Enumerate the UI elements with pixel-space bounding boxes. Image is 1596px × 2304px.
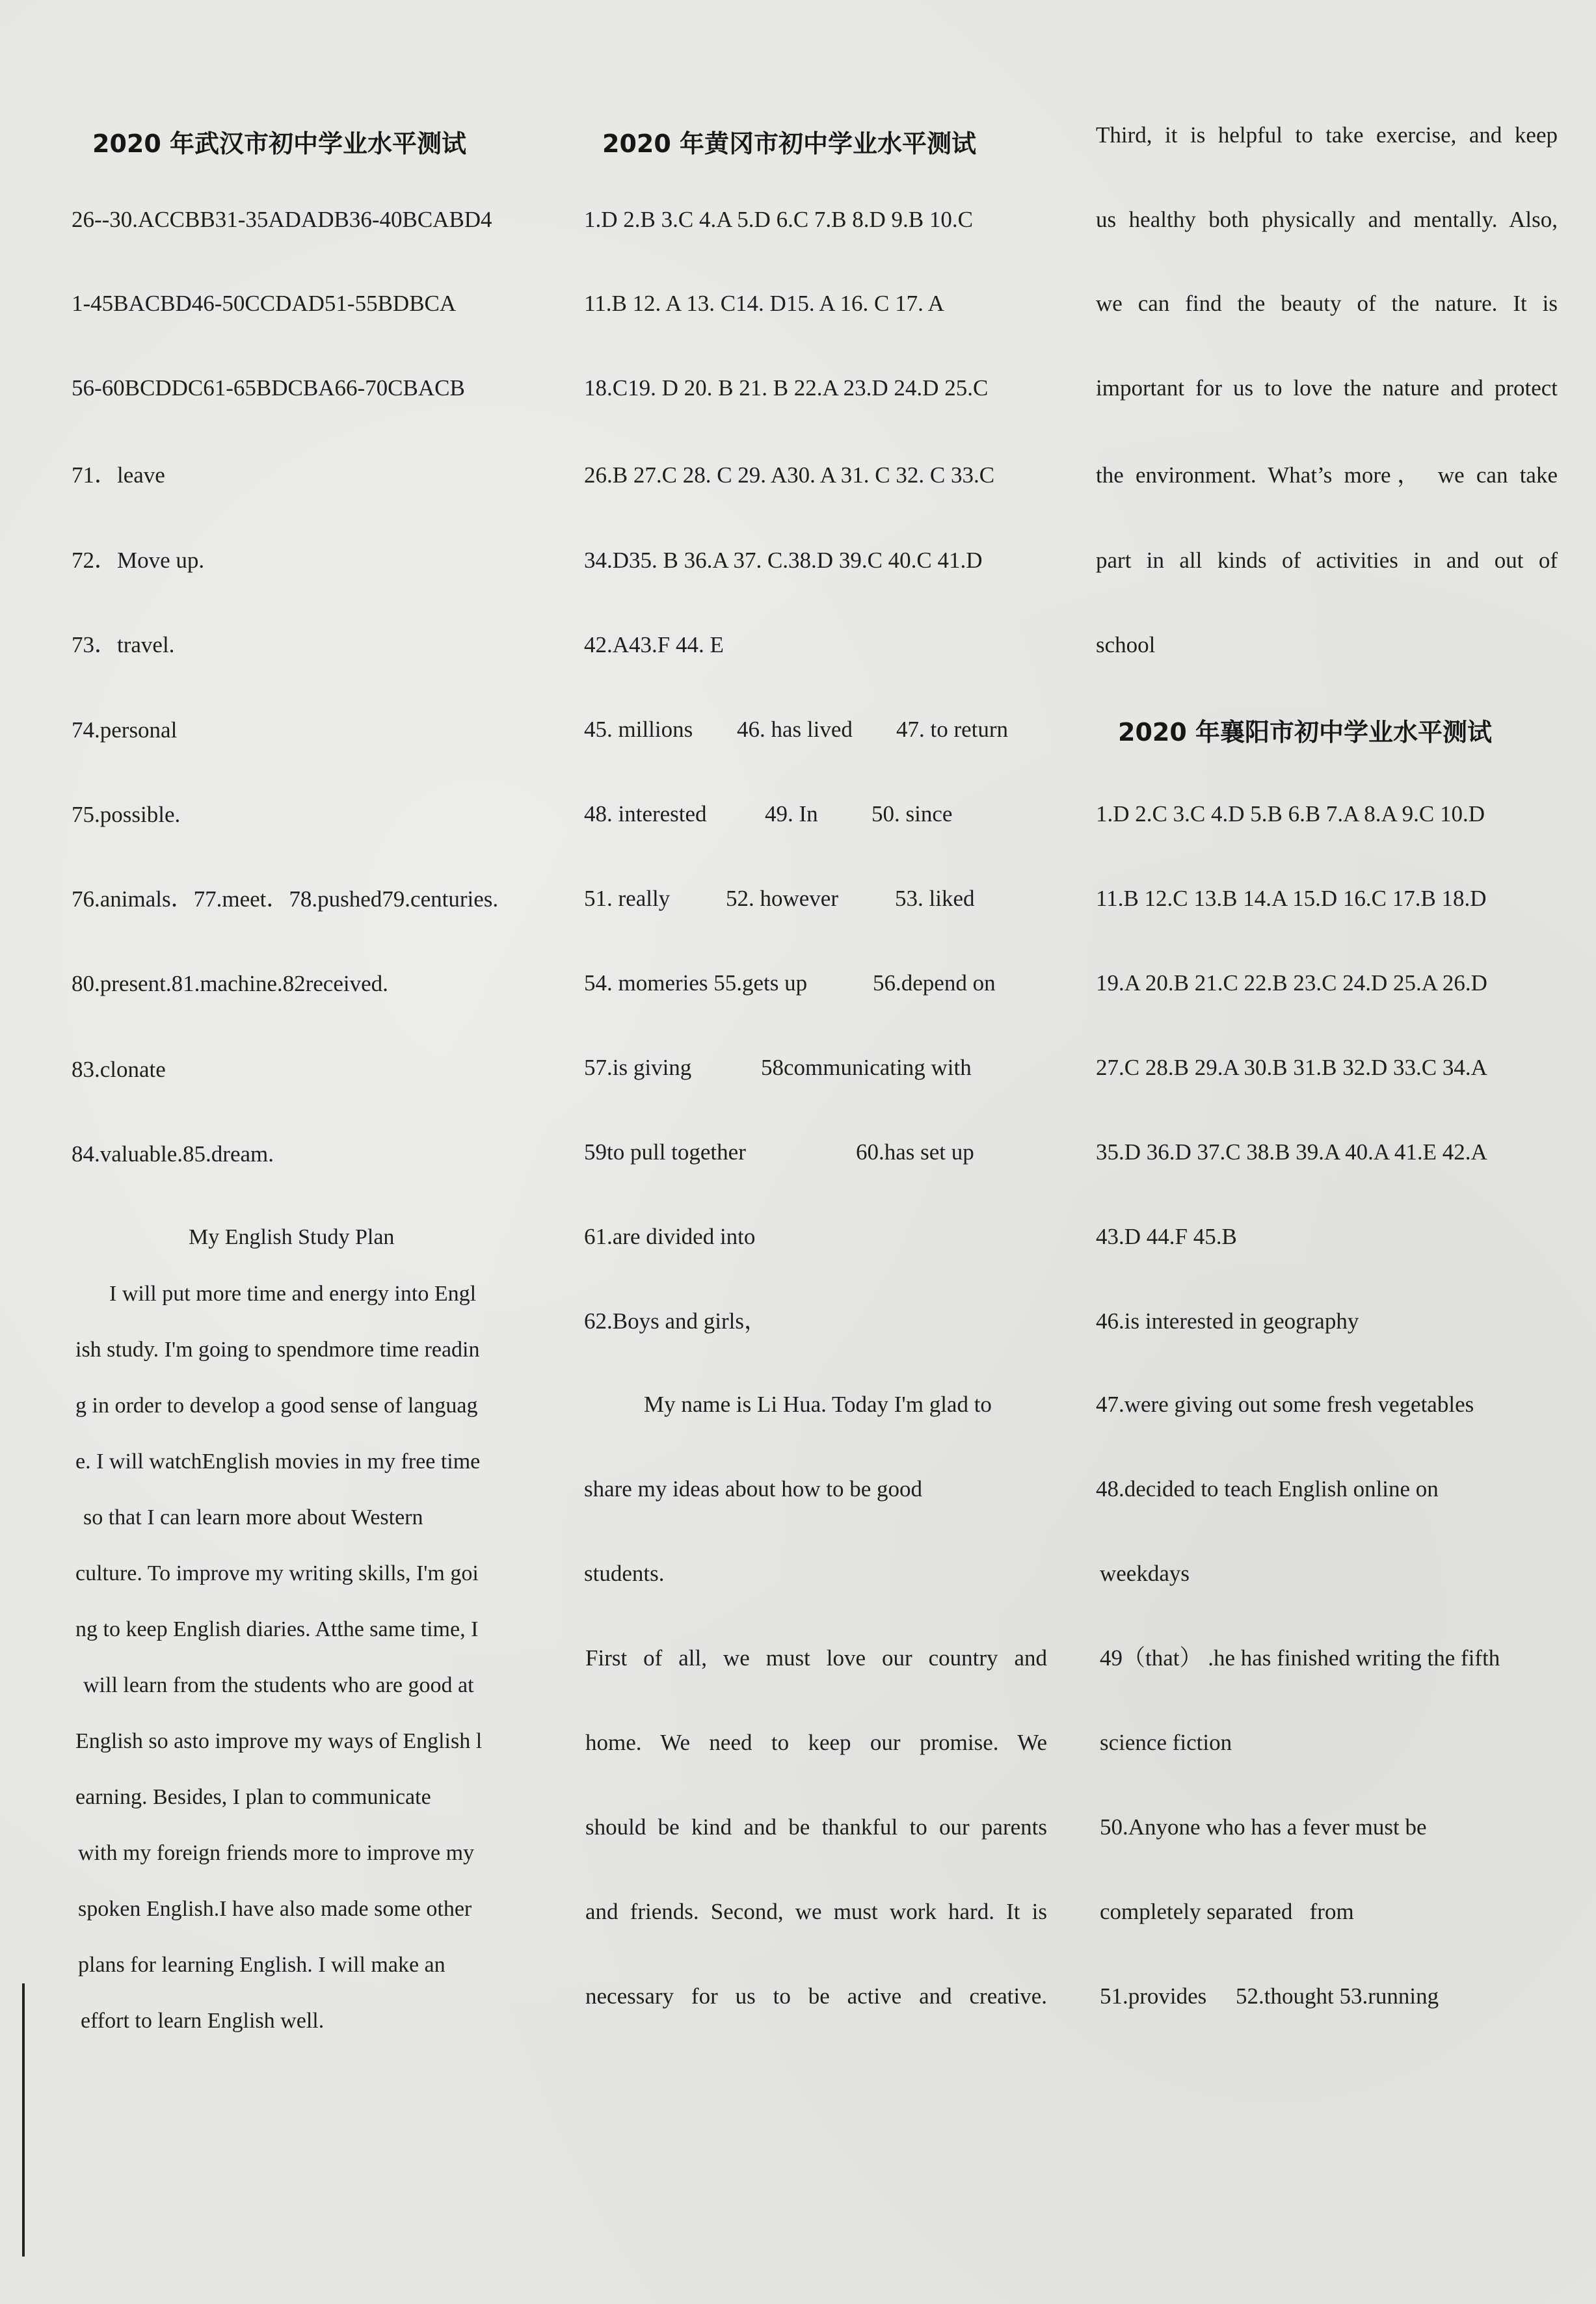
answer-line: 72．Move up. [72,548,205,573]
essay-line: spoken English.I have also made some other [78,1897,472,1921]
fill-answer: 62.Boys and girls， [584,1308,767,1334]
essay-line-text: First of all, we must love our country and [585,1645,1047,1671]
fill-answer: 50. since [871,801,953,827]
essay-title: My English Study Plan [189,1225,395,1249]
essay-line: ish study. I'm going to spendmore time readin [75,1338,480,1362]
sentence-answer: 46.is interested in geography [1096,1308,1359,1334]
essay-continued-line [1096,375,1558,401]
essay-line [585,1983,1047,2009]
sentence-answer: 47.were giving out some fresh vegetables [1096,1392,1474,1417]
essay-line: English so asto improve my ways of English l [75,1729,483,1753]
essay-line [585,1730,1047,1756]
answer-line: 35.D 36.D 37.C 38.B 39.A 40.A 41.E 42.A [1096,1139,1487,1165]
fill-answer: 58communicating with [761,1055,972,1080]
answer-line: 1-45BACBD46-50CCDAD51-55BDBCA [72,291,457,316]
essay-line-text: Third, it is helpful to take exercise, and keep [1096,122,1558,148]
answer-line: 1.D 2.C 3.C 4.D 5.B 6.B 7.A 8.A 9.C 10.D [1096,801,1485,827]
answer-line: 71．leave [72,462,165,488]
fill-answer: 61.are divided into [584,1224,756,1249]
sentence-answer: 49（that） .he has finished writing the fifth [1100,1645,1500,1671]
essay-line-text: part in all kinds of activities in and out of [1096,548,1558,573]
essay-line: culture. To improve my writing skills, I'm goi [75,1561,479,1585]
essay-line-text: we can find the beauty of the nature. It is [1096,291,1558,316]
fill-answer: 51. really [584,886,671,911]
essay-line: plans for learning English. I will make an [78,1953,446,1977]
essay-line: e. I will watchEnglish movies in my free time [75,1450,481,1474]
fill-answer: 46. has lived [737,717,853,742]
essay-line: My name is Li Hua. Today I'm glad to [644,1392,992,1417]
essay-line-text: necessary for us to be active and creative. [585,1983,1047,2009]
fill-answer: 60.has set up [856,1139,974,1165]
answer-line: 84.valuable.85.dream. [72,1141,274,1167]
fill-answer: 52.thought 53.running [1236,1983,1439,2009]
answer-line: 1.D 2.B 3.C 4.A 5.D 6.C 7.B 8.D 9.B 10.C [584,207,973,232]
essay-line: I will put more time and energy into Engl [109,1282,477,1306]
answer-line: 73．travel. [72,632,175,657]
essay-continued-line [1096,207,1558,233]
essay-line: ng to keep English diaries. Atthe same time, I [75,1617,479,1641]
answer-line: 83.clonate [72,1057,166,1082]
section-title-wuhan: 2020 年武汉市初中学业水平测试 [92,129,466,158]
answer-line: 42.A43.F 44. E [584,632,724,657]
answer-line: 11.B 12. A 13. C14. D15. A 16. C 17. A [584,291,944,316]
essay-line: will learn from the students who are good at [83,1673,474,1697]
essay-line-text: important for us to love the nature and protect [1096,375,1558,401]
essay-continued-line [1096,122,1558,148]
fill-answer: 56.depend on [873,970,996,996]
essay-line-text: should be kind and be thankful to our parents [585,1814,1047,1840]
answer-line: 43.D 44.F 45.B [1096,1224,1237,1249]
answer-line: 26--30.ACCBB31-35ADADB36-40BCABD4 [72,207,492,232]
essay-continued-line: school [1096,632,1156,657]
scan-edge-mark [22,1983,25,2257]
answer-line: 26.B 27.C 28. C 29. A30. A 31. C 32. C 33.C [584,462,995,488]
essay-continued-line [1096,462,1558,488]
fill-answer: 51.provides [1100,1983,1207,2009]
essay-line-text: and friends. Second, we must work hard. It is [585,1899,1047,1924]
fill-answer: 57.is giving [584,1055,692,1080]
section-title-xiangyang: 2020 年襄阳市初中学业水平测试 [1118,718,1492,747]
essay-line [585,1814,1047,1840]
answer-line: 11.B 12.C 13.B 14.A 15.D 16.C 17.B 18.D [1096,886,1487,911]
sentence-answer: completely separated from [1100,1899,1354,1924]
essay-continued-line [1096,291,1558,317]
essay-line: earning. Besides, I plan to communicate [75,1785,431,1809]
fill-answer: 47. to return [896,717,1009,742]
answer-line: 27.C 28.B 29.A 30.B 31.B 32.D 33.C 34.A [1096,1055,1487,1080]
answer-line: 18.C19. D 20. B 21. B 22.A 23.D 24.D 25.C [584,375,989,401]
fill-answer: 49. In [765,801,818,827]
essay-line-text: home. We need to keep our promise. We [585,1730,1047,1755]
essay-line-text: us healthy both physically and mentally. Also, [1096,207,1558,232]
essay-line-text: the environment. What’s more， we can take [1096,462,1558,488]
essay-line: with my foreign friends more to improve my [78,1841,475,1865]
fill-answer: 59to pull together [584,1139,746,1165]
essay-line: share my ideas about how to be good [584,1476,923,1502]
fill-answer: 45. millions [584,717,693,742]
essay-line [585,1899,1047,1925]
answer-line: 56-60BCDDC61-65BDCBA66-70CBACB [72,375,465,401]
sentence-answer: 50.Anyone who has a fever must be [1100,1814,1427,1840]
essay-line: effort to learn English well. [81,2009,325,2033]
essay-line: students. [584,1561,665,1586]
fill-answer: 54. momeries 55.gets up [584,970,808,996]
answer-line: 19.A 20.B 21.C 22.B 23.C 24.D 25.A 26.D [1096,970,1487,996]
answer-line: 74.personal [72,717,178,743]
answer-line: 76.animals．77.meet．78.pushed79.centuries. [72,886,499,912]
answer-line: 80.present.81.machine.82received. [72,971,388,996]
sentence-answer: weekdays [1100,1561,1190,1586]
fill-answer: 53. liked [895,886,975,911]
sentence-answer: 48.decided to teach English online on [1096,1476,1439,1502]
answer-line: 34.D35. B 36.A 37. C.38.D 39.C 40.C 41.D [584,548,983,573]
essay-line [585,1645,1047,1671]
sentence-answer: science fiction [1100,1730,1232,1755]
fill-answer: 52. however [726,886,839,911]
fill-answer: 48. interested [584,801,707,827]
essay-line: g in order to develop a good sense of languag [75,1394,478,1418]
essay-continued-line [1096,548,1558,574]
answer-line: 75.possible. [72,802,181,827]
section-title-huanggang: 2020 年黄冈市初中学业水平测试 [602,129,976,158]
essay-line: so that I can learn more about Western [83,1505,423,1529]
